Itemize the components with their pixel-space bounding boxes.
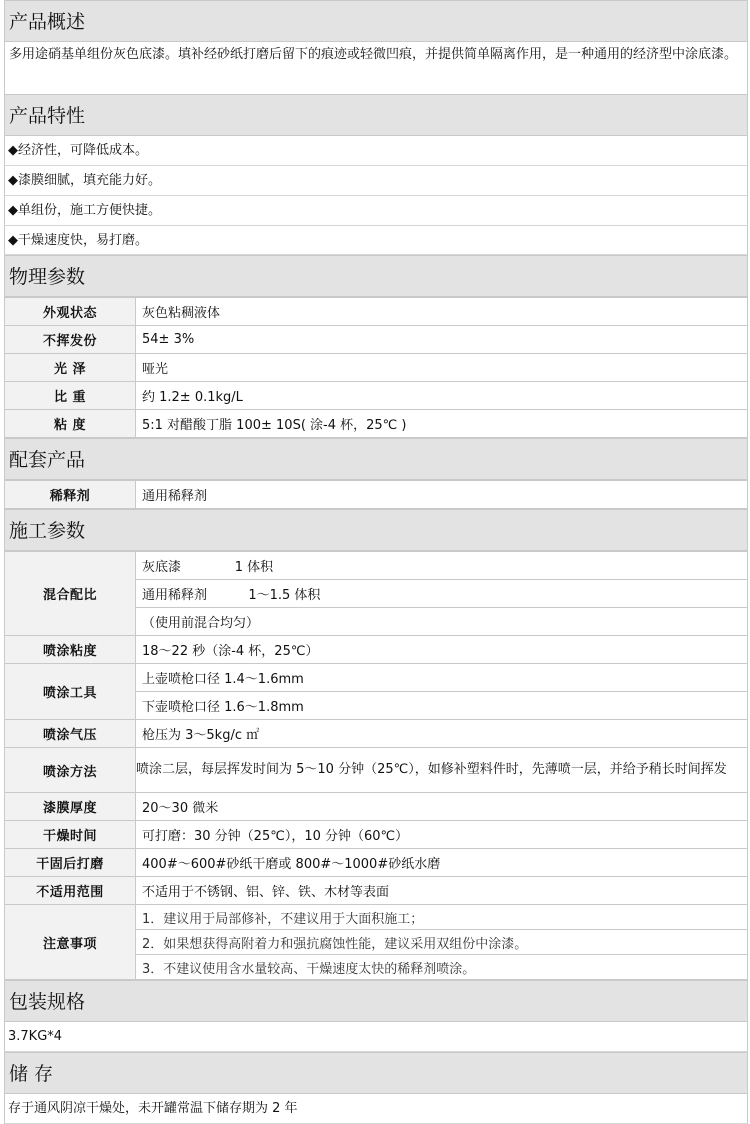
table-row: [5, 382, 748, 410]
table-row: [5, 481, 748, 509]
packaging-heading: 包装规格: [4, 980, 748, 1022]
row-key: 漆膜厚度: [5, 793, 136, 821]
row-value: 枪压为 3～5kg/c ㎡: [136, 720, 748, 748]
row-key: 不挥发份: [5, 326, 136, 354]
table-row: [5, 905, 748, 930]
product-sheet: [4, 0, 748, 1124]
row-value: 上壶喷枪口径 1.4～1.6mm: [136, 664, 748, 692]
row-key: 干固后打磨: [5, 849, 136, 877]
table-row: [5, 877, 748, 905]
row-value: 20～30 微米: [136, 793, 748, 821]
row-key: 干燥时间: [5, 821, 136, 849]
table-row: [5, 720, 748, 748]
features-heading: 产品特性: [4, 94, 748, 136]
table-row: [5, 298, 748, 326]
row-value: 1．建议用于局部修补，不建议用于大面积施工；: [136, 905, 748, 930]
row-value: 哑光: [136, 354, 748, 382]
matching-table: [4, 480, 748, 509]
row-value: 通用稀释剂: [136, 481, 748, 509]
row-value: 3．不建议使用含水量较高、干燥速度太快的稀释剂喷涂。: [136, 955, 748, 980]
table-row: [5, 636, 748, 664]
table-row: [5, 552, 748, 580]
table-row: [5, 748, 748, 793]
row-value: 可打磨：30 分钟（25℃），10 分钟（60℃）: [136, 821, 748, 849]
row-key: 比 重: [5, 382, 136, 410]
row-value: 400#～600#砂纸干磨或 800#～1000#砂纸水磨: [136, 849, 748, 877]
table-row: [5, 821, 748, 849]
row-value: 不适用于不锈钢、铝、锌、铁、木材等表面: [136, 877, 748, 905]
table-row: [5, 849, 748, 877]
construction-table: [4, 551, 748, 980]
overview-text: 多用途硝基单组份灰色底漆。填补经砂纸打磨后留下的痕迹或轻微凹痕，并提供简单隔离作用，是一种通用的经济型中涂底漆。: [4, 42, 748, 94]
row-key: 喷涂粘度: [5, 636, 136, 664]
storage-heading: 储 存: [4, 1052, 748, 1094]
row-value: 2．如果想获得高附着力和强抗腐蚀性能，建议采用双组份中涂漆。: [136, 930, 748, 955]
row-value: 下壶喷枪口径 1.6～1.8mm: [136, 692, 748, 720]
row-value: 通用稀释剂 1～1.5 体积: [136, 580, 748, 608]
row-value: 约 1.2± 0.1kg/L: [136, 382, 748, 410]
row-key: 喷涂气压: [5, 720, 136, 748]
row-key: 混合配比: [5, 552, 136, 636]
physical-table: [4, 297, 748, 438]
construction-heading: 施工参数: [4, 509, 748, 551]
row-value: 喷涂二层，每层挥发时间为 5～10 分钟（25℃），如修补塑料件时，先薄喷一层，并给予稍长时间挥发: [136, 748, 748, 793]
table-row: [5, 793, 748, 821]
row-key: 粘 度: [5, 410, 136, 438]
physical-heading: 物理参数: [4, 255, 748, 297]
overview-heading: 产品概述: [4, 0, 748, 42]
row-value: （使用前混合均匀）: [136, 608, 748, 636]
row-key: 光 泽: [5, 354, 136, 382]
row-value: 灰底漆 1 体积: [136, 552, 748, 580]
row-key: 外观状态: [5, 298, 136, 326]
storage-text: 存于通风阴凉干燥处，未开罐常温下储存期为 2 年: [4, 1094, 748, 1124]
feature-item: ◆漆膜细腻，填充能力好。: [4, 166, 748, 196]
row-value: 54± 3%: [136, 326, 748, 354]
feature-item: ◆经济性，可降低成本。: [4, 136, 748, 166]
table-row: [5, 664, 748, 692]
row-value: 18～22 秒（涂-4 杯，25℃）: [136, 636, 748, 664]
feature-item: ◆单组份，施工方便快捷。: [4, 196, 748, 226]
packaging-text: 3.7KG*4: [4, 1022, 748, 1052]
row-key: 不适用范围: [5, 877, 136, 905]
row-value: 灰色粘稠液体: [136, 298, 748, 326]
row-key: 稀释剂: [5, 481, 136, 509]
row-key: 喷涂工具: [5, 664, 136, 720]
row-value: 5:1 对醋酸丁脂 100± 10S( 涂-4 杯，25℃ ): [136, 410, 748, 438]
row-key: 注意事项: [5, 905, 136, 980]
table-row: [5, 354, 748, 382]
table-row: [5, 410, 748, 438]
table-row: [5, 326, 748, 354]
feature-item: ◆干燥速度快，易打磨。: [4, 226, 748, 255]
row-key: 喷涂方法: [5, 748, 136, 793]
matching-heading: 配套产品: [4, 438, 748, 480]
